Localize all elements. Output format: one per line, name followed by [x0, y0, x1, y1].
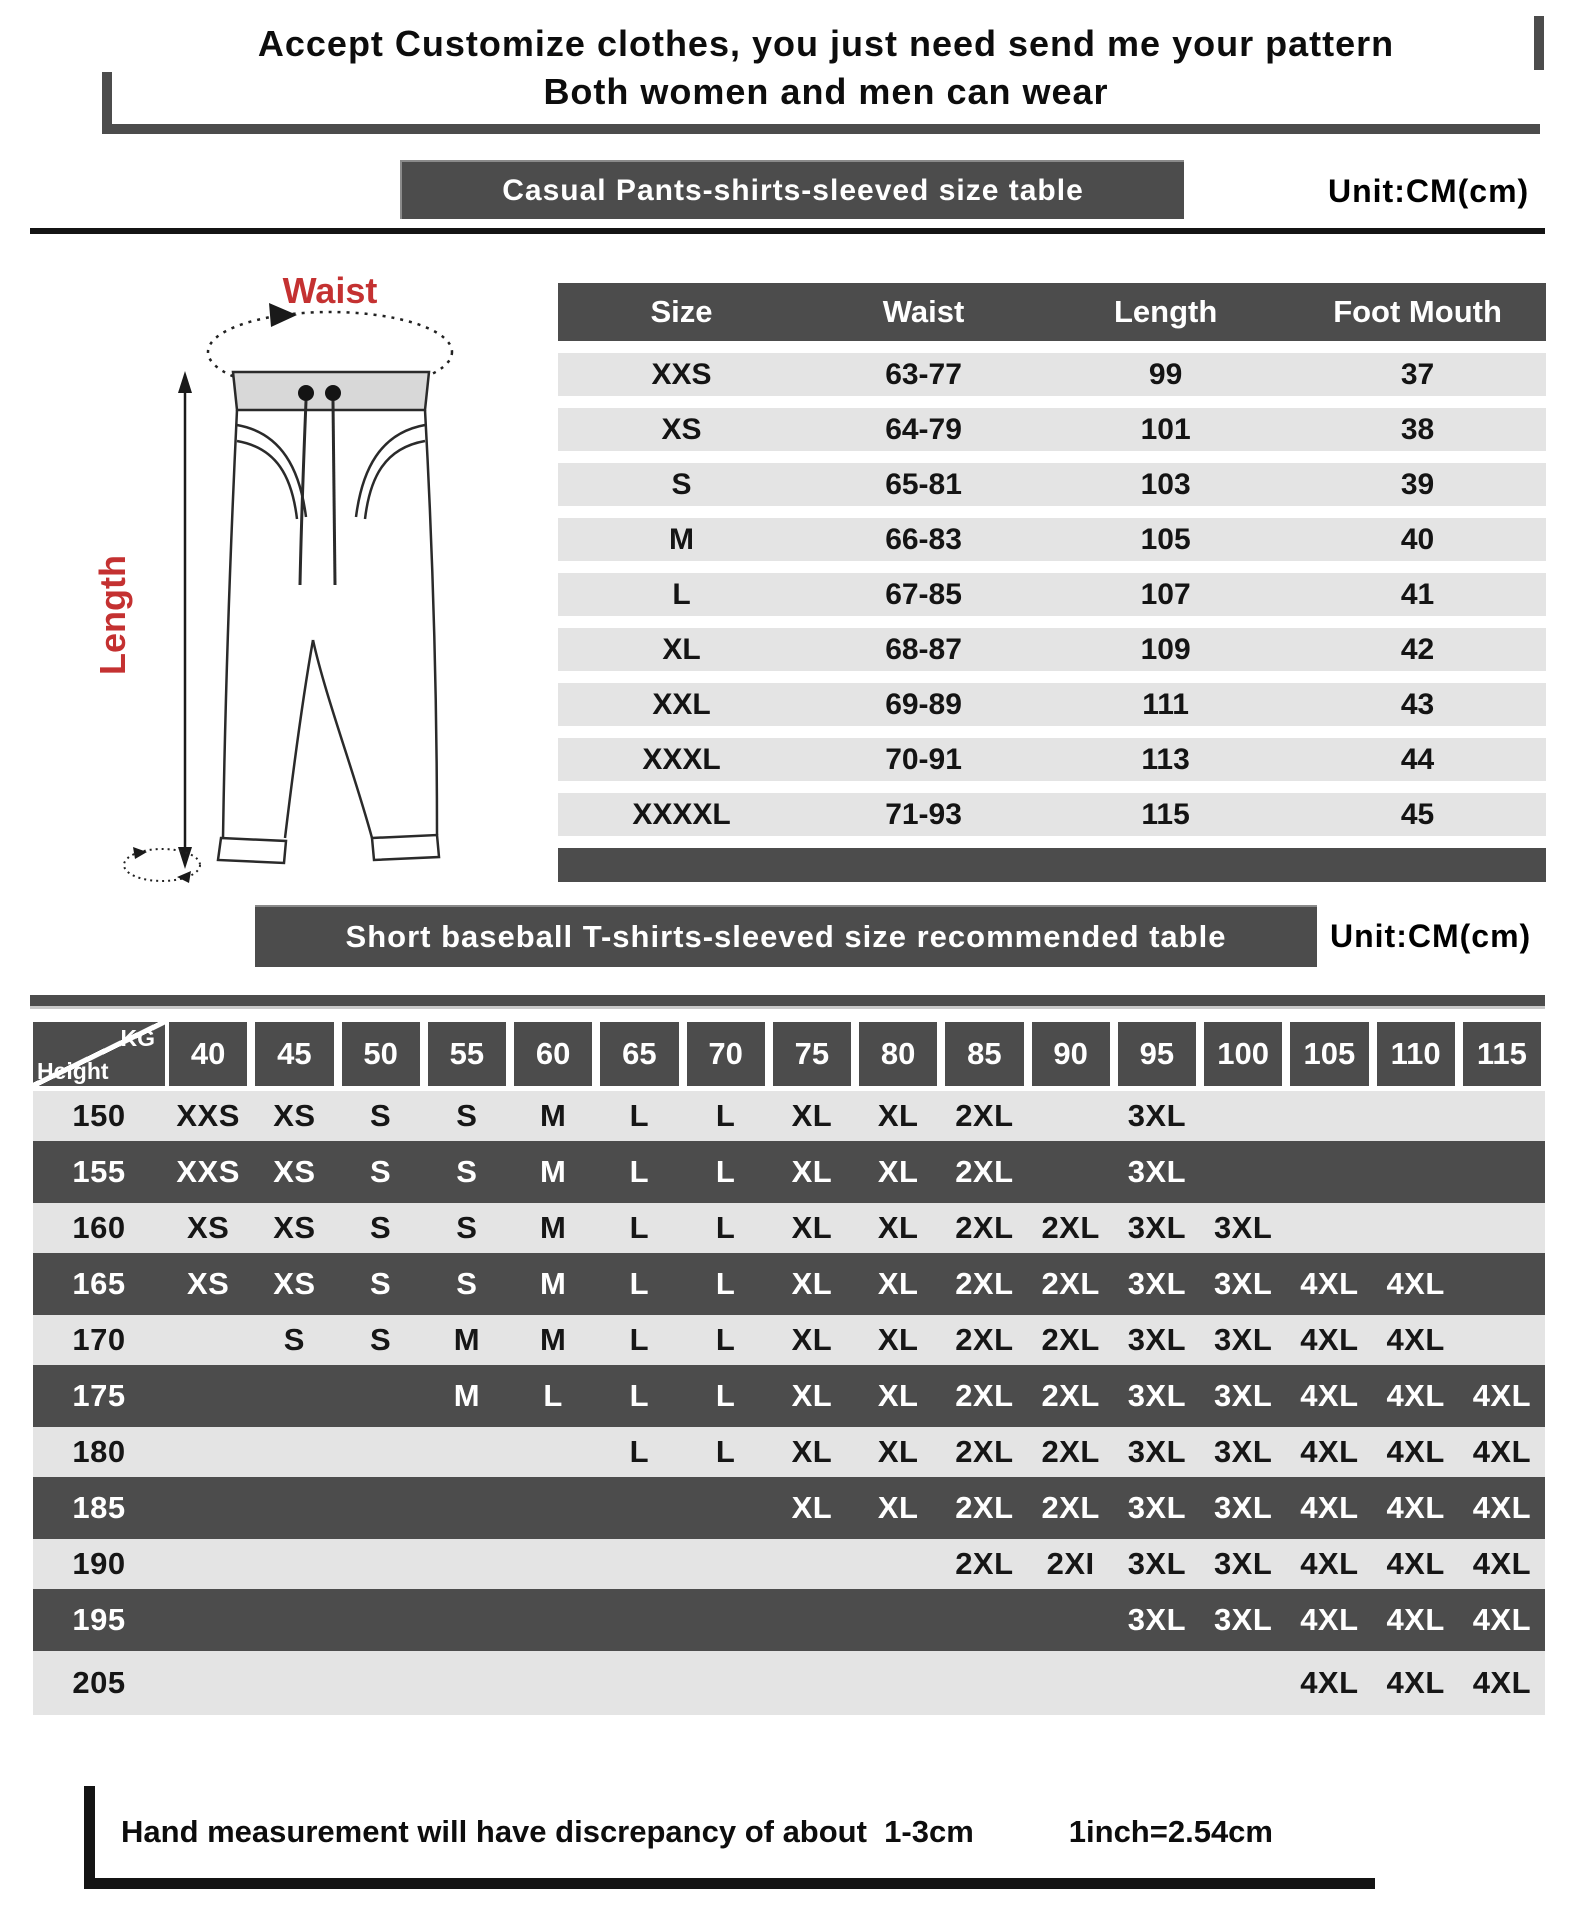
shirt-unit-label: Unit:CM(cm)	[1330, 918, 1532, 954]
matrix-weight-header: 115	[1463, 1022, 1541, 1086]
matrix-size-cell: 4XL	[1386, 1266, 1445, 1301]
matrix-size-cell: 3XL	[1213, 1546, 1273, 1581]
pants-table-cell: XL	[662, 632, 701, 666]
matrix-weight-header: 110	[1377, 1022, 1455, 1086]
matrix-size-cell: L	[629, 1266, 650, 1301]
matrix-size-cell: XS	[186, 1210, 230, 1245]
matrix-size-cell: L	[715, 1266, 736, 1301]
pants-table-row	[558, 793, 1546, 836]
matrix-size-cell: 4XL	[1386, 1665, 1445, 1700]
pants-table-cell: 71-93	[885, 797, 962, 831]
matrix-size-cell: 3XL	[1127, 1154, 1187, 1189]
matrix-size-cell: XL	[877, 1378, 919, 1413]
matrix-size-cell: 2XL	[1041, 1378, 1100, 1413]
shirt-table-title-bar: Short baseball T-shirts-sleeved size recommended table	[255, 905, 1317, 967]
pants-table-cell: 101	[1140, 412, 1191, 446]
pants-diagram	[85, 255, 485, 895]
matrix-row	[33, 1651, 1545, 1715]
matrix-size-cell: S	[456, 1266, 478, 1301]
matrix-height-label: 205	[72, 1665, 126, 1700]
matrix-weight-header: 55	[428, 1022, 506, 1086]
matrix-size-cell: S	[456, 1098, 478, 1133]
pants-table-row	[558, 353, 1546, 396]
matrix-size-cell: L	[715, 1154, 736, 1189]
matrix-size-cell: L	[715, 1322, 736, 1357]
matrix-size-cell: XL	[791, 1154, 833, 1189]
matrix-row	[33, 1365, 1545, 1427]
pants-table-cell: 67-85	[885, 577, 962, 611]
matrix-size-cell: XL	[791, 1490, 833, 1525]
pants-table-cell: 66-83	[885, 522, 962, 556]
matrix-size-cell: XS	[186, 1266, 230, 1301]
pants-table-cell: XXL	[652, 687, 711, 721]
pants-table-row	[558, 408, 1546, 451]
pants-table-cell: 107	[1140, 577, 1191, 611]
matrix-size-cell: 4XL	[1472, 1602, 1532, 1637]
matrix-size-cell: 4XL	[1386, 1602, 1445, 1637]
matrix-size-cell: 4XL	[1300, 1665, 1359, 1700]
pants-table-cell: S	[671, 467, 692, 501]
matrix-size-cell: 2XL	[1041, 1490, 1100, 1525]
matrix-size-cell: XL	[791, 1266, 833, 1301]
matrix-row	[33, 1427, 1545, 1477]
pants-table-cell: 39	[1400, 467, 1435, 501]
matrix-size-cell: XXS	[176, 1154, 240, 1189]
matrix-size-cell: 2XL	[955, 1546, 1014, 1581]
matrix-size-cell: L	[715, 1378, 736, 1413]
matrix-size-cell: XL	[791, 1210, 833, 1245]
matrix-weight-header: 80	[859, 1022, 937, 1086]
pants-table-cell: 105	[1140, 522, 1191, 556]
matrix-size-cell: 2XL	[955, 1378, 1014, 1413]
pants-table-cell: XS	[661, 412, 702, 446]
matrix-weight-header: 65	[600, 1022, 678, 1086]
corner-kg-label: KG	[120, 1025, 155, 1051]
matrix-size-cell: M	[539, 1098, 567, 1133]
matrix-size-cell: 4XL	[1472, 1490, 1532, 1525]
matrix-size-cell: 3XL	[1213, 1434, 1273, 1469]
matrix-weight-header: 40	[169, 1022, 247, 1086]
matrix-size-cell: XL	[791, 1434, 833, 1469]
top-divider-rule	[30, 228, 1545, 234]
matrix-height-label: 185	[72, 1490, 126, 1525]
pants-table-footer-bar	[558, 848, 1546, 882]
matrix-size-cell: 2XL	[1041, 1266, 1100, 1301]
pants-table-cell: 109	[1140, 632, 1191, 666]
footer-note-box	[84, 1786, 1375, 1889]
matrix-size-cell: 4XL	[1472, 1378, 1532, 1413]
header-line-2: Both women and men can wear	[543, 71, 1109, 112]
pants-table-cell: 37	[1400, 357, 1435, 391]
matrix-size-cell: XL	[877, 1154, 919, 1189]
waist-label: Waist	[282, 270, 378, 311]
matrix-height-label: 175	[72, 1378, 126, 1413]
pants-table-cell: 38	[1400, 412, 1435, 446]
pants-table-cell: 63-77	[885, 357, 962, 391]
matrix-size-cell: M	[539, 1322, 567, 1357]
matrix-height-label: 160	[72, 1210, 126, 1245]
pants-table-cell: 40	[1400, 522, 1435, 556]
matrix-weight-header: 85	[945, 1022, 1023, 1086]
matrix-size-cell: XL	[877, 1266, 919, 1301]
matrix-row	[33, 1477, 1545, 1539]
matrix-height-label: 150	[72, 1098, 126, 1133]
matrix-size-cell: S	[456, 1210, 478, 1245]
pants-table-cell: XXS	[651, 357, 712, 391]
matrix-weight-header: 50	[342, 1022, 420, 1086]
matrix-size-cell: 4XL	[1300, 1602, 1359, 1637]
matrix-size-cell: XXS	[176, 1098, 240, 1133]
matrix-size-cell: 4XL	[1386, 1490, 1445, 1525]
matrix-size-cell: L	[715, 1434, 736, 1469]
matrix-size-cell: XL	[877, 1434, 919, 1469]
matrix-row	[33, 1203, 1545, 1253]
pants-table-cell: 68-87	[885, 632, 962, 666]
matrix-size-cell: M	[539, 1266, 567, 1301]
matrix-height-label: 165	[72, 1266, 126, 1301]
matrix-size-cell: 2XL	[955, 1490, 1014, 1525]
matrix-size-cell: 3XL	[1213, 1602, 1273, 1637]
matrix-size-cell: 4XL	[1472, 1546, 1532, 1581]
matrix-size-cell: XL	[877, 1322, 919, 1357]
matrix-size-cell: L	[629, 1378, 650, 1413]
pants-table-header-row	[558, 283, 1546, 341]
matrix-size-cell: L	[543, 1378, 563, 1413]
matrix-height-label: 190	[72, 1546, 126, 1581]
pants-table-cell: 69-89	[885, 687, 962, 721]
pants-table-cell: 45	[1400, 797, 1435, 831]
pants-table-row	[558, 738, 1546, 781]
header-banner	[112, 20, 1540, 134]
matrix-size-cell: 2XL	[955, 1098, 1014, 1133]
matrix-weight-header: 70	[687, 1022, 765, 1086]
matrix-size-cell: 4XL	[1300, 1490, 1359, 1525]
pants-table-cell: 113	[1141, 742, 1190, 776]
pants-table-cell: XXXXL	[632, 797, 731, 831]
matrix-size-cell: 4XL	[1300, 1378, 1359, 1413]
matrix-weight-header: 90	[1032, 1022, 1110, 1086]
length-arrow-icon	[178, 371, 192, 869]
matrix-size-cell: S	[370, 1210, 392, 1245]
matrix-size-cell: S	[283, 1322, 305, 1357]
matrix-size-cell: L	[629, 1098, 650, 1133]
matrix-size-cell: 3XL	[1213, 1378, 1273, 1413]
matrix-size-cell: 2XL	[955, 1434, 1014, 1469]
matrix-row	[33, 1315, 1545, 1365]
matrix-size-cell: 4XL	[1300, 1546, 1359, 1581]
matrix-size-cell: 2XL	[955, 1210, 1014, 1245]
matrix-size-cell: S	[370, 1322, 392, 1357]
matrix-weight-header: 95	[1118, 1022, 1196, 1086]
matrix-row	[33, 1141, 1545, 1203]
matrix-size-cell: 4XL	[1386, 1378, 1445, 1413]
header-line-1: Accept Customize clothes, you just need send me your pattern	[257, 23, 1395, 64]
pants-table-row	[558, 573, 1546, 616]
matrix-header-row	[33, 1022, 1545, 1086]
matrix-size-cell: XS	[273, 1266, 316, 1301]
matrix-size-cell: 3XL	[1213, 1210, 1273, 1245]
matrix-size-cell: 3XL	[1127, 1546, 1187, 1581]
matrix-size-cell: 2XI	[1046, 1546, 1095, 1581]
pants-col-length: Length	[1113, 294, 1218, 329]
matrix-size-cell: 4XL	[1386, 1434, 1445, 1469]
matrix-size-cell: XL	[791, 1098, 833, 1133]
matrix-size-cell: 3XL	[1213, 1322, 1273, 1357]
matrix-size-cell: XL	[877, 1210, 919, 1245]
matrix-size-cell: 4XL	[1300, 1322, 1359, 1357]
pants-table-cell: 65-81	[885, 467, 962, 501]
matrix-size-cell: S	[370, 1154, 392, 1189]
matrix-size-cell: L	[629, 1322, 650, 1357]
matrix-size-cell: 3XL	[1127, 1266, 1187, 1301]
matrix-row	[33, 1589, 1545, 1651]
matrix-height-label: 170	[72, 1322, 126, 1357]
pants-col-waist: Waist	[882, 294, 965, 329]
section-divider-bar	[30, 995, 1545, 1009]
footer-conversion-text: 1inch=2.54cm	[1068, 1814, 1273, 1849]
matrix-size-cell: 2XL	[1041, 1210, 1100, 1245]
corner-height-label: Height	[37, 1058, 109, 1084]
pants-outline-icon	[218, 372, 439, 863]
pants-table-cell: 115	[1141, 797, 1190, 831]
matrix-height-label: 155	[72, 1154, 126, 1189]
matrix-size-cell: M	[453, 1322, 481, 1357]
pants-table-cell: 43	[1400, 687, 1435, 721]
pants-table-cell: XXXL	[642, 742, 721, 776]
matrix-size-cell: L	[715, 1210, 736, 1245]
matrix-weight-header: 100	[1204, 1022, 1282, 1086]
matrix-size-cell: XL	[791, 1322, 833, 1357]
length-label: Length	[92, 555, 133, 675]
matrix-size-cell: L	[629, 1210, 650, 1245]
matrix-size-cell: L	[715, 1098, 736, 1133]
matrix-size-cell: 3XL	[1127, 1210, 1187, 1245]
pants-table-cell: 44	[1400, 742, 1435, 776]
matrix-size-cell: 2XL	[955, 1154, 1014, 1189]
matrix-height-label: 180	[72, 1434, 126, 1469]
matrix-size-cell: 4XL	[1300, 1266, 1359, 1301]
matrix-size-cell: 3XL	[1127, 1490, 1187, 1525]
matrix-size-cell: 4XL	[1386, 1546, 1445, 1581]
matrix-size-cell: L	[629, 1434, 650, 1469]
pants-table-cell: 103	[1140, 467, 1191, 501]
pants-col-footmouth: Foot Mouth	[1333, 294, 1502, 329]
matrix-size-cell: XL	[791, 1378, 833, 1413]
matrix-size-cell: 3XL	[1213, 1266, 1273, 1301]
matrix-size-cell: XL	[877, 1490, 919, 1525]
matrix-size-cell: XS	[273, 1154, 316, 1189]
pants-table-cell: 99	[1148, 357, 1183, 391]
pants-col-size: Size	[650, 294, 713, 329]
matrix-size-cell: 4XL	[1300, 1434, 1359, 1469]
matrix-size-cell: 3XL	[1213, 1490, 1273, 1525]
matrix-size-cell: 3XL	[1127, 1322, 1187, 1357]
matrix-height-label: 195	[72, 1602, 126, 1637]
matrix-row	[33, 1539, 1545, 1589]
pants-table-cell: L	[672, 577, 691, 611]
matrix-weight-header: 45	[255, 1022, 333, 1086]
matrix-size-cell: 4XL	[1472, 1434, 1532, 1469]
pants-size-table	[558, 283, 1546, 882]
matrix-size-cell: XL	[877, 1098, 919, 1133]
matrix-size-cell: S	[456, 1154, 478, 1189]
matrix-row	[33, 1253, 1545, 1315]
matrix-size-cell: 2XL	[955, 1322, 1014, 1357]
matrix-size-cell: L	[629, 1154, 650, 1189]
matrix-row	[33, 1091, 1545, 1141]
matrix-size-cell: M	[539, 1154, 567, 1189]
shirt-size-matrix	[33, 1022, 1545, 1715]
matrix-size-cell: XS	[273, 1210, 316, 1245]
matrix-size-cell: M	[539, 1210, 567, 1245]
pants-table-row	[558, 683, 1546, 726]
matrix-size-cell: 3XL	[1127, 1434, 1187, 1469]
matrix-size-cell: XS	[273, 1098, 316, 1133]
pants-table-cell: 70-91	[885, 742, 962, 776]
matrix-size-cell: S	[370, 1098, 392, 1133]
pants-unit-label: Unit:CM(cm)	[1328, 173, 1530, 209]
pants-table-cell: M	[669, 522, 694, 556]
matrix-size-cell: 4XL	[1472, 1665, 1532, 1700]
matrix-size-cell: 3XL	[1127, 1378, 1187, 1413]
matrix-weight-header: 75	[773, 1022, 851, 1086]
pants-table-title-bar: Casual Pants-shirts-sleeved size table	[400, 160, 1184, 219]
matrix-weight-header: 60	[514, 1022, 592, 1086]
pants-table-cell: 64-79	[885, 412, 962, 446]
matrix-size-cell: M	[453, 1378, 481, 1413]
pants-table-row	[558, 518, 1546, 561]
matrix-weight-header: 105	[1290, 1022, 1368, 1086]
pants-table-cell: 111	[1142, 687, 1189, 721]
matrix-size-cell: 3XL	[1127, 1098, 1187, 1133]
matrix-size-cell: 4XL	[1386, 1322, 1445, 1357]
matrix-size-cell: 3XL	[1127, 1602, 1187, 1637]
matrix-corner-cell	[33, 1022, 165, 1086]
matrix-size-cell: S	[370, 1266, 392, 1301]
pants-table-row	[558, 463, 1546, 506]
matrix-size-cell: 2XL	[1041, 1322, 1100, 1357]
pants-table-cell: 42	[1400, 632, 1435, 666]
pants-table-row	[558, 628, 1546, 671]
footer-note-text: Hand measurement will have discrepancy of about 1-3cm	[121, 1814, 974, 1849]
matrix-size-cell: 2XL	[955, 1266, 1014, 1301]
matrix-size-cell: 2XL	[1041, 1434, 1100, 1469]
pants-table-cell: 41	[1400, 577, 1435, 611]
